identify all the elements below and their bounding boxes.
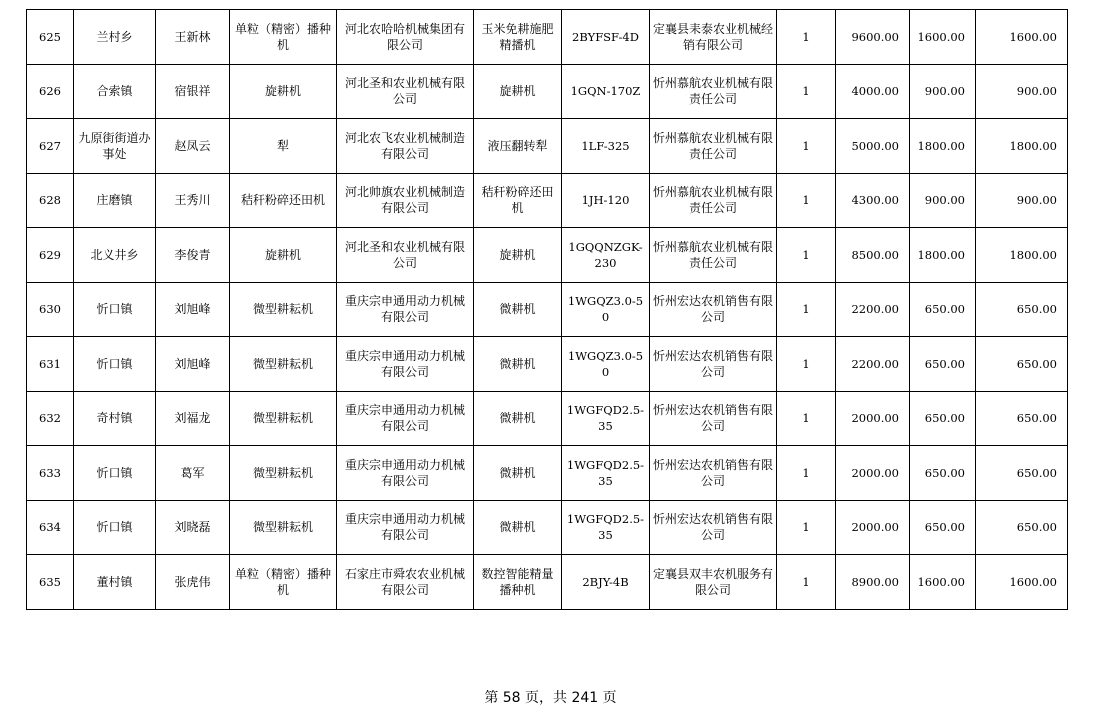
cell-quantity: 1 bbox=[777, 337, 836, 392]
cell-model: 2BYFSF-4D bbox=[562, 10, 650, 65]
cell-buyer-name: 王秀川 bbox=[156, 173, 230, 228]
cell-product-name: 旋耕机 bbox=[474, 64, 562, 119]
cell-row-index: 630 bbox=[27, 282, 74, 337]
table-row bbox=[27, 173, 1068, 228]
cell-product-name: 微耕机 bbox=[474, 337, 562, 392]
cell-product-name: 微耕机 bbox=[474, 282, 562, 337]
cell-model: 1WGFQD2.5-35 bbox=[562, 391, 650, 446]
cell-total-subsidy: 650.00 bbox=[976, 500, 1068, 555]
cell-sale-price: 2200.00 bbox=[836, 337, 910, 392]
cell-model: 1WGQZ3.0-50 bbox=[562, 282, 650, 337]
cell-machine-category: 微型耕耘机 bbox=[230, 500, 337, 555]
cell-buyer-name: 宿银祥 bbox=[156, 64, 230, 119]
cell-row-index: 634 bbox=[27, 500, 74, 555]
cell-quantity: 1 bbox=[777, 500, 836, 555]
cell-quantity: 1 bbox=[777, 119, 836, 174]
cell-manufacturer: 河北圣和农业机械有限公司 bbox=[337, 228, 474, 283]
cell-total-subsidy: 1600.00 bbox=[976, 10, 1068, 65]
cell-product-name: 微耕机 bbox=[474, 446, 562, 501]
cell-township: 庄磨镇 bbox=[74, 173, 156, 228]
cell-subsidy-amount: 650.00 bbox=[910, 337, 976, 392]
cell-product-name: 微耕机 bbox=[474, 391, 562, 446]
cell-total-subsidy: 1800.00 bbox=[976, 228, 1068, 283]
table-row bbox=[27, 446, 1068, 501]
cell-row-index: 627 bbox=[27, 119, 74, 174]
cell-dealer: 忻州宏达农机销售有限公司 bbox=[650, 282, 777, 337]
cell-sale-price: 4300.00 bbox=[836, 173, 910, 228]
cell-dealer: 定襄县双丰农机服务有限公司 bbox=[650, 555, 777, 610]
cell-manufacturer: 重庆宗申通用动力机械有限公司 bbox=[337, 337, 474, 392]
cell-machine-category: 旋耕机 bbox=[230, 64, 337, 119]
cell-machine-category: 微型耕耘机 bbox=[230, 391, 337, 446]
cell-sale-price: 2200.00 bbox=[836, 282, 910, 337]
cell-row-index: 629 bbox=[27, 228, 74, 283]
cell-dealer: 忻州慕航农业机械有限责任公司 bbox=[650, 173, 777, 228]
cell-buyer-name: 王新林 bbox=[156, 10, 230, 65]
cell-model: 1WGQZ3.0-50 bbox=[562, 337, 650, 392]
cell-row-index: 633 bbox=[27, 446, 74, 501]
cell-quantity: 1 bbox=[777, 173, 836, 228]
cell-manufacturer: 河北圣和农业机械有限公司 bbox=[337, 64, 474, 119]
cell-dealer: 忻州宏达农机销售有限公司 bbox=[650, 391, 777, 446]
cell-model: 1GQN-170Z bbox=[562, 64, 650, 119]
cell-quantity: 1 bbox=[777, 391, 836, 446]
cell-manufacturer: 重庆宗申通用动力机械有限公司 bbox=[337, 282, 474, 337]
cell-manufacturer: 重庆宗申通用动力机械有限公司 bbox=[337, 446, 474, 501]
cell-sale-price: 2000.00 bbox=[836, 391, 910, 446]
cell-row-index: 631 bbox=[27, 337, 74, 392]
cell-dealer: 忻州慕航农业机械有限责任公司 bbox=[650, 64, 777, 119]
cell-buyer-name: 赵凤云 bbox=[156, 119, 230, 174]
cell-township: 兰村乡 bbox=[74, 10, 156, 65]
table-row bbox=[27, 10, 1068, 65]
cell-total-subsidy: 1600.00 bbox=[976, 555, 1068, 610]
cell-dealer: 定襄县耒泰农业机械经销有限公司 bbox=[650, 10, 777, 65]
cell-township: 九原街街道办事处 bbox=[74, 119, 156, 174]
cell-subsidy-amount: 650.00 bbox=[910, 500, 976, 555]
cell-buyer-name: 刘晓磊 bbox=[156, 500, 230, 555]
table-row bbox=[27, 337, 1068, 392]
cell-buyer-name: 刘福龙 bbox=[156, 391, 230, 446]
cell-total-subsidy: 650.00 bbox=[976, 391, 1068, 446]
cell-product-name: 数控智能精量播种机 bbox=[474, 555, 562, 610]
cell-dealer: 忻州慕航农业机械有限责任公司 bbox=[650, 228, 777, 283]
cell-machine-category: 单粒（精密）播种机 bbox=[230, 555, 337, 610]
cell-subsidy-amount: 900.00 bbox=[910, 173, 976, 228]
cell-township: 合索镇 bbox=[74, 64, 156, 119]
cell-dealer: 忻州宏达农机销售有限公司 bbox=[650, 337, 777, 392]
subsidy-table bbox=[26, 9, 1068, 610]
cell-manufacturer: 重庆宗申通用动力机械有限公司 bbox=[337, 391, 474, 446]
cell-quantity: 1 bbox=[777, 10, 836, 65]
cell-manufacturer: 河北农哈哈机械集团有限公司 bbox=[337, 10, 474, 65]
table-row bbox=[27, 282, 1068, 337]
cell-manufacturer: 河北帅旗农业机械制造有限公司 bbox=[337, 173, 474, 228]
cell-product-name: 玉米免耕施肥精播机 bbox=[474, 10, 562, 65]
table-row bbox=[27, 500, 1068, 555]
cell-subsidy-amount: 1800.00 bbox=[910, 228, 976, 283]
cell-row-index: 632 bbox=[27, 391, 74, 446]
cell-manufacturer: 石家庄市舜农农业机械有限公司 bbox=[337, 555, 474, 610]
cell-quantity: 1 bbox=[777, 446, 836, 501]
table-row bbox=[27, 555, 1068, 610]
table-row bbox=[27, 391, 1068, 446]
cell-product-name: 微耕机 bbox=[474, 500, 562, 555]
cell-model: 1GQQNZGK-230 bbox=[562, 228, 650, 283]
cell-row-index: 626 bbox=[27, 64, 74, 119]
cell-subsidy-amount: 900.00 bbox=[910, 64, 976, 119]
cell-sale-price: 9600.00 bbox=[836, 10, 910, 65]
cell-model: 2BJY-4B bbox=[562, 555, 650, 610]
cell-machine-category: 微型耕耘机 bbox=[230, 337, 337, 392]
cell-quantity: 1 bbox=[777, 555, 836, 610]
cell-township: 董村镇 bbox=[74, 555, 156, 610]
cell-total-subsidy: 650.00 bbox=[976, 446, 1068, 501]
cell-model: 1LF-325 bbox=[562, 119, 650, 174]
cell-total-subsidy: 900.00 bbox=[976, 173, 1068, 228]
table-row bbox=[27, 64, 1068, 119]
page-number: 第 58 页，共 241 页 bbox=[484, 690, 617, 706]
cell-sale-price: 8500.00 bbox=[836, 228, 910, 283]
cell-product-name: 秸秆粉碎还田机 bbox=[474, 173, 562, 228]
cell-row-index: 625 bbox=[27, 10, 74, 65]
cell-township: 忻口镇 bbox=[74, 446, 156, 501]
cell-sale-price: 2000.00 bbox=[836, 446, 910, 501]
cell-township: 奇村镇 bbox=[74, 391, 156, 446]
cell-sale-price: 5000.00 bbox=[836, 119, 910, 174]
cell-quantity: 1 bbox=[777, 282, 836, 337]
cell-machine-category: 单粒（精密）播种机 bbox=[230, 10, 337, 65]
cell-row-index: 635 bbox=[27, 555, 74, 610]
cell-quantity: 1 bbox=[777, 64, 836, 119]
cell-manufacturer: 重庆宗申通用动力机械有限公司 bbox=[337, 500, 474, 555]
cell-manufacturer: 河北农飞农业机械制造有限公司 bbox=[337, 119, 474, 174]
cell-product-name: 液压翻转犁 bbox=[474, 119, 562, 174]
cell-machine-category: 秸秆粉碎还田机 bbox=[230, 173, 337, 228]
cell-total-subsidy: 1800.00 bbox=[976, 119, 1068, 174]
cell-machine-category: 犁 bbox=[230, 119, 337, 174]
cell-subsidy-amount: 1800.00 bbox=[910, 119, 976, 174]
cell-machine-category: 微型耕耘机 bbox=[230, 282, 337, 337]
cell-buyer-name: 刘旭峰 bbox=[156, 282, 230, 337]
cell-total-subsidy: 900.00 bbox=[976, 64, 1068, 119]
cell-buyer-name: 李俊青 bbox=[156, 228, 230, 283]
cell-machine-category: 微型耕耘机 bbox=[230, 446, 337, 501]
cell-subsidy-amount: 1600.00 bbox=[910, 10, 976, 65]
cell-subsidy-amount: 650.00 bbox=[910, 446, 976, 501]
cell-model: 1JH-120 bbox=[562, 173, 650, 228]
cell-township: 忻口镇 bbox=[74, 282, 156, 337]
cell-quantity: 1 bbox=[777, 228, 836, 283]
cell-subsidy-amount: 650.00 bbox=[910, 391, 976, 446]
cell-dealer: 忻州宏达农机销售有限公司 bbox=[650, 500, 777, 555]
cell-model: 1WGFQD2.5-35 bbox=[562, 446, 650, 501]
cell-model: 1WGFQD2.5-35 bbox=[562, 500, 650, 555]
cell-township: 忻口镇 bbox=[74, 337, 156, 392]
cell-buyer-name: 刘旭峰 bbox=[156, 337, 230, 392]
cell-dealer: 忻州慕航农业机械有限责任公司 bbox=[650, 119, 777, 174]
cell-sale-price: 8900.00 bbox=[836, 555, 910, 610]
cell-total-subsidy: 650.00 bbox=[976, 337, 1068, 392]
cell-machine-category: 旋耕机 bbox=[230, 228, 337, 283]
cell-buyer-name: 葛军 bbox=[156, 446, 230, 501]
cell-subsidy-amount: 1600.00 bbox=[910, 555, 976, 610]
cell-row-index: 628 bbox=[27, 173, 74, 228]
cell-sale-price: 4000.00 bbox=[836, 64, 910, 119]
cell-dealer: 忻州宏达农机销售有限公司 bbox=[650, 446, 777, 501]
cell-total-subsidy: 650.00 bbox=[976, 282, 1068, 337]
cell-product-name: 旋耕机 bbox=[474, 228, 562, 283]
cell-township: 北义井乡 bbox=[74, 228, 156, 283]
cell-buyer-name: 张虎伟 bbox=[156, 555, 230, 610]
table-row bbox=[27, 119, 1068, 174]
cell-sale-price: 2000.00 bbox=[836, 500, 910, 555]
cell-township: 忻口镇 bbox=[74, 500, 156, 555]
table-row bbox=[27, 228, 1068, 283]
cell-subsidy-amount: 650.00 bbox=[910, 282, 976, 337]
